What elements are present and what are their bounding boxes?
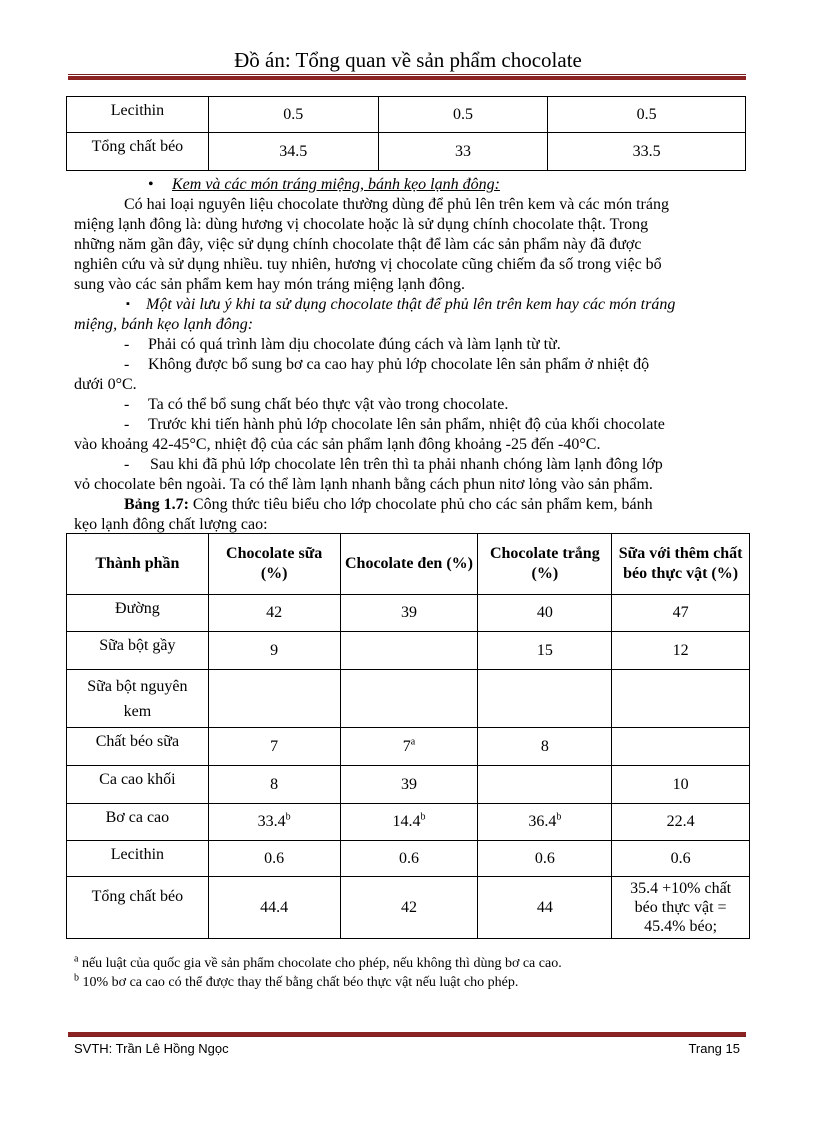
list-item-cont: dưới 0°C. [74, 376, 137, 393]
column-header: Chocolate sữa (%) [208, 534, 340, 595]
footnote-mark: b [74, 972, 79, 984]
cell: 39 [340, 595, 478, 632]
column-header: Chocolate trắng (%) [478, 534, 612, 595]
note-line: Một vài lưu ý khi ta sử dụng chocolate thật để phủ lên trên kem hay các món tráng [146, 296, 676, 313]
cell: 33 [378, 133, 548, 171]
table-caption [124, 495, 653, 515]
table-continuation [66, 96, 746, 171]
column-header: Sữa với thêm chất béo thực vật (%) [612, 534, 750, 595]
cell-value: 7 [402, 737, 411, 755]
cell [208, 670, 340, 728]
cell: 0.5 [208, 97, 378, 133]
table-row [67, 133, 746, 171]
cell: 42 [340, 877, 478, 939]
cell: 47 [612, 595, 750, 632]
cell [612, 728, 750, 766]
cell: 12 [612, 632, 750, 670]
cell: 0.6 [208, 841, 340, 877]
cell-value: 33.4 [257, 813, 286, 830]
cell [478, 670, 612, 728]
table-row [67, 877, 750, 939]
cell [340, 670, 478, 728]
table-caption-cont: kẹo lạnh đông chất lượng cao: [74, 516, 268, 533]
note-bullet: ▪ [126, 298, 130, 310]
cell: 15 [478, 632, 612, 670]
cell [478, 766, 612, 804]
paragraph-line: nghiên cứu và sử dụng nhiều. tuy nhiên, hương vị chocolate cũng chiếm đa số trong việc bổ [74, 256, 662, 273]
dash: - [124, 396, 130, 413]
row-label: Tổng chất béo [67, 133, 209, 171]
paragraph-line: miệng lạnh đông là: dùng hương vị chocolate hoặc là sử dụng chính chocolate thật. Trong [74, 216, 649, 233]
list-item-cont: vào khoảng 42-45°C, nhiệt độ của các sản phẩm lạnh đông khoảng -25 đến -40°C. [74, 436, 601, 453]
table-row [67, 670, 750, 728]
cell-value: 14.4 [392, 813, 421, 830]
table-row [67, 97, 746, 133]
footnote-text: 10% bơ ca cao có thể được thay thế bằng chất béo thực vật nếu luật cho phép. [79, 975, 519, 990]
footnote [74, 973, 518, 993]
list-item: Ta có thể bổ sung chất béo thực vật vào trong chocolate. [148, 396, 509, 413]
list-item: Sau khi đã phủ lớp chocolate lên trên thì ta phải nhanh chóng làm lạnh đông lớp [150, 456, 663, 473]
list-item-cont: vỏ chocolate bên ngoài. Ta có thể làm lạnh nhanh bằng cách phun nitơ lỏng vào sản phẩm. [74, 476, 653, 493]
paragraph-line: Có hai loại nguyên liệu chocolate thường dùng để phủ lên trên kem và các món tráng [124, 196, 669, 213]
cell: 0.6 [478, 841, 612, 877]
list-item: Phải có quá trình làm dịu chocolate đúng cách và làm lạnh từ từ. [148, 336, 561, 353]
column-header: Thành phần [67, 534, 209, 595]
cell [340, 804, 478, 841]
cell: 9 [208, 632, 340, 670]
cell: 8 [208, 766, 340, 804]
footer-author: SVTH: Trần Lê Hồng Ngọc [74, 1041, 229, 1056]
dash: - [124, 336, 130, 353]
cell [340, 632, 478, 670]
header-rule [68, 74, 746, 80]
footnote-text: nếu luật của quốc gia về sản phẩm chocolate cho phép, nếu không thì dùng bơ ca cao. [78, 956, 562, 971]
page-header-title: Đồ án: Tổng quan về sản phẩm chocolate [234, 48, 582, 72]
cell: 0.5 [548, 97, 746, 133]
footnote-ref: a [410, 736, 416, 748]
cell: 0.6 [612, 841, 750, 877]
cell: 0.6 [340, 841, 478, 877]
footnote [74, 954, 562, 974]
dash: - [124, 356, 130, 373]
cell: 33.5 [548, 133, 746, 171]
chocolate-formula-table [66, 533, 750, 939]
cell [478, 804, 612, 841]
row-label: Đường [67, 595, 209, 632]
table-row [67, 766, 750, 804]
cell [340, 728, 478, 766]
footer-page-number: Trang 15 [688, 1041, 740, 1056]
paragraph-line: những năm gần đây, việc sử dụng chính chocolate thật để làm các sản phẩm này đã được [74, 236, 642, 253]
cell: 8 [478, 728, 612, 766]
table-row [67, 595, 750, 632]
caption-label: Bảng 1.7: [124, 496, 189, 513]
dash: - [124, 456, 130, 473]
list-item: Không được bổ sung bơ ca cao hay phủ lớp chocolate lên sản phẩm ở nhiệt độ [148, 356, 650, 373]
cell: 44.4 [208, 877, 340, 939]
cell: 35.4 +10% chất béo thực vật = 45.4% béo; [612, 877, 750, 939]
cell: 22.4 [612, 804, 750, 841]
table-header-row [67, 534, 750, 595]
row-label: Tổng chất béo [67, 877, 209, 939]
paragraph-line: sung vào các sản phẩm kem hay món tráng miệng lạnh đông. [74, 276, 466, 293]
caption-text: Công thức tiêu biểu cho lớp chocolate phủ cho các sản phẩm kem, bánh [188, 496, 653, 513]
cell: 34.5 [208, 133, 378, 171]
table-row [67, 841, 750, 877]
cell [208, 804, 340, 841]
table-row [67, 728, 750, 766]
cell: 0.5 [378, 97, 548, 133]
row-label: Sữa bột gầy [67, 632, 209, 670]
row-label: Ca cao khối [67, 766, 209, 804]
footnote-ref: b [285, 811, 291, 823]
row-label: Lecithin [67, 97, 209, 133]
footnote-mark: a [74, 953, 79, 965]
cell [612, 670, 750, 728]
section-bullet: • [148, 176, 154, 193]
footer-rule [68, 1031, 746, 1037]
cell: 42 [208, 595, 340, 632]
cell-value: 36.4 [528, 813, 557, 830]
row-label: Bơ ca cao [67, 804, 209, 841]
note-line: miệng, bánh kẹo lạnh đông: [74, 316, 254, 333]
row-label: Sữa bột nguyên kem [67, 670, 209, 728]
cell: 44 [478, 877, 612, 939]
row-label: Chất béo sữa [67, 728, 209, 766]
row-label: Lecithin [67, 841, 209, 877]
footnote-ref: b [420, 811, 426, 823]
cell: 39 [340, 766, 478, 804]
cell: 10 [612, 766, 750, 804]
table-row [67, 804, 750, 841]
footnote-ref: b [556, 811, 562, 823]
cell: 7 [208, 728, 340, 766]
column-header: Chocolate đen (%) [340, 534, 478, 595]
cell: 40 [478, 595, 612, 632]
list-item: Trước khi tiến hành phủ lớp chocolate lên sản phẩm, nhiệt độ của khối chocolate [148, 416, 665, 433]
table-row [67, 632, 750, 670]
dash: - [124, 416, 130, 433]
section-heading: Kem và các món tráng miệng, bánh kẹo lạnh đông: [172, 176, 500, 193]
